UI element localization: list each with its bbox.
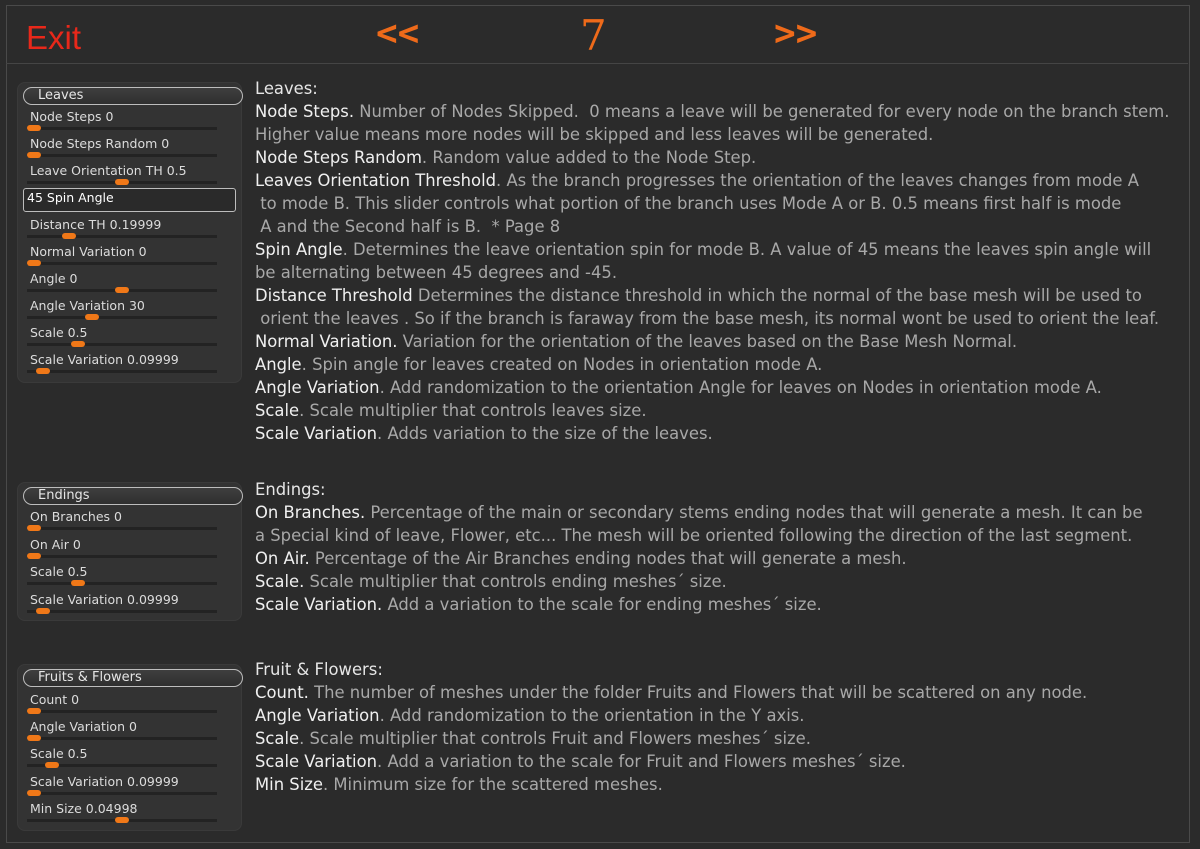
definition: . Add randomization to the orientation Angle for leaves on Nodes in orientation mode A. [379,378,1102,397]
leaves-slider[interactable] [23,296,229,322]
slider-track[interactable] [27,527,217,530]
endings-slider[interactable] [23,535,229,561]
slider-label: Normal Variation 0 [30,244,147,259]
fruits-panel [17,664,242,831]
slider-knob[interactable] [27,152,41,158]
term: Angle Variation [255,706,380,725]
term: Count. [255,683,309,702]
next-page-button[interactable]: >> [774,13,818,54]
leaves-slider[interactable] [23,107,229,133]
slider-label: Node Steps 0 [30,109,114,124]
definition: . Minimum size for the scattered meshes. [322,775,663,794]
term: Normal Variation. [255,332,398,351]
term: Scale Variation. [255,595,383,614]
fruits-slider[interactable] [23,717,229,743]
definition: . As the branch progresses the orientation of the leaves changes from mode A [496,171,1139,190]
description-line [255,704,1087,727]
slider-label: Scale Variation 0.09999 [30,352,179,367]
slider-label: Scale Variation 0.09999 [30,773,179,789]
term: Leaves Orientation Threshold [255,171,497,190]
definition: The number of meshes under the folder Fruits and Flowers that will be scattered on any node. [308,683,1088,702]
slider-label: On Air 0 [30,536,81,552]
slider-label: Angle Variation 0 [30,719,137,735]
slider-track[interactable] [27,343,217,346]
fruits-panel-title[interactable]: Fruits & Flowers [23,669,243,687]
slider-track[interactable] [27,792,217,795]
definition: Percentage of the Air Branches ending nodes that will generate a mesh. [309,549,907,568]
term: Scale Variation [255,752,378,771]
description-line [255,750,1087,773]
slider-label: Angle 0 [30,271,78,286]
term: Scale. [255,572,305,591]
endings-slider[interactable] [23,507,229,533]
slider-knob[interactable] [36,368,50,374]
description-line [255,123,1169,146]
description-line [255,284,1169,307]
slider-knob[interactable] [27,125,41,131]
definition: a Special kind of leave, Flower, etc... The mesh will be oriented following the direction of the last segment. [255,526,1133,545]
endings-description [255,478,1143,616]
description-line [255,524,1143,547]
definition: . Spin angle for leaves created on Nodes in orientation mode A. [301,355,823,374]
leaves-slider[interactable] [23,215,229,241]
description-line [255,773,1087,796]
slider-track[interactable] [27,127,217,130]
definition: be alternating between 45 degrees and -45. [255,263,618,282]
description-line [255,376,1169,399]
term: Distance Threshold [255,286,413,305]
definition: . Adds variation to the size of the leaves. [377,424,713,443]
description-line [255,547,1143,570]
description-line [255,238,1169,261]
leaves-description-heading: Leaves: [255,79,318,98]
definition: Higher value means more nodes will be skipped and less leaves will be generated. [255,125,934,144]
slider-track[interactable] [27,582,217,585]
description-line [255,593,1143,616]
slider-track[interactable] [27,154,217,157]
term: Scale Variation [255,424,378,443]
description-line [255,169,1169,192]
term: Angle Variation [255,378,380,397]
definition: . Random value added to the Node Step. [421,148,757,167]
slider-knob[interactable] [27,553,41,559]
slider-track[interactable] [27,555,217,558]
leaves-panel-title[interactable]: Leaves [23,87,243,105]
fruits-slider[interactable] [23,744,229,770]
leaves-slider[interactable] [23,242,229,268]
definition: . Determines the leave orientation spin for mode B. A value of 45 means the leaves spin angle will [342,240,1152,259]
description-line [255,330,1169,353]
fruits-description [255,658,1087,796]
description-line [255,100,1169,123]
fruits-slider[interactable] [23,799,229,825]
term: Spin Angle [255,240,343,259]
description-line [255,399,1169,422]
description-line [255,353,1169,376]
term: On Branches. [255,503,366,522]
definition: . Add a variation to the scale for Fruit and Flowers meshes´ size. [377,752,906,771]
slider-knob[interactable] [71,580,85,586]
term: Node Steps Random [255,148,422,167]
endings-slider[interactable] [23,562,229,588]
term: Scale [255,401,300,420]
leaves-description [255,77,1169,445]
description-line [255,681,1087,704]
slider-track[interactable] [27,235,217,238]
slider-label: Scale 0.5 [30,564,88,579]
fruits-slider[interactable] [23,772,229,798]
term: Min Size [255,775,323,794]
term: Angle [255,355,302,374]
slider-knob[interactable] [36,608,50,614]
description-line [255,146,1169,169]
definition: orient the leaves . So if the branch is faraway from the base mesh, its normal wont be used to orient the leaf. [255,309,1160,328]
slider-track[interactable] [27,737,217,740]
slider-knob[interactable] [27,260,41,266]
slider-label: Scale 0.5 [30,325,88,340]
slider-knob[interactable] [27,525,41,531]
slider-label: Scale Variation 0.09999 [30,591,179,607]
definition: Variation for the orientation of the leaves based on the Base Mesh Normal. [397,332,1018,351]
slider-label: Scale 0.5 [30,746,88,762]
slider-label: On Branches 0 [30,509,122,524]
slider-label: Min Size 0.04998 [30,800,138,816]
slider-label: Count 0 [30,692,80,707]
fruits-description-heading: Fruit & Flowers: [255,660,383,679]
description-line [255,192,1169,215]
endings-panel-title[interactable]: Endings [23,487,243,505]
slider-knob[interactable] [62,233,76,239]
slider-track[interactable] [27,710,217,713]
slider-knob[interactable] [115,817,129,823]
exit-button[interactable]: Exit [26,19,82,56]
definition: Determines the distance threshold in which the normal of the base mesh will be used to [412,286,1142,305]
definition: . Scale multiplier that controls Fruit and Flowers meshes´ size. [299,729,811,748]
description-line [255,501,1143,524]
slider-label: Leave Orientation TH 0.5 [30,163,187,178]
slider-knob[interactable] [27,735,41,741]
slider-label: Distance TH 0.19999 [30,217,162,232]
slider-knob[interactable] [45,762,59,768]
leaves-panel [17,82,242,383]
term: On Air. [255,549,310,568]
description-line [255,570,1143,593]
description-line [255,261,1169,284]
description-line [255,215,1169,238]
page-number: 7 [580,11,607,60]
slider-label: Node Steps Random 0 [30,136,170,151]
endings-description-heading: Endings: [255,480,326,499]
slider-label: Angle Variation 30 [30,298,145,313]
endings-panel [17,482,242,621]
leaves-slider[interactable] [23,350,229,376]
prev-page-button[interactable]: << [376,13,420,54]
definition: . Add randomization to the orientation in the Y axis. [379,706,805,725]
definition: to mode B. This slider controls what portion of the branch uses Mode A or B. 0.5 means first half is mode [255,194,1122,213]
leaves-slider[interactable] [23,134,229,160]
description-line [255,422,1169,445]
fruits-slider[interactable] [23,690,229,716]
term: Scale [255,729,300,748]
slider-label: 45 Spin Angle [27,190,114,205]
description-line [255,727,1087,750]
leaves-slider[interactable] [23,188,229,214]
description-line [255,307,1169,330]
term: Node Steps. [255,102,355,121]
definition: Percentage of the main or secondary stems ending nodes that will generate a mesh. It can be [365,503,1143,522]
leaves-slider[interactable] [23,161,229,187]
slider-track[interactable] [27,262,217,265]
slider-track[interactable] [27,370,217,373]
slider-knob[interactable] [85,314,99,320]
slider-knob[interactable] [27,708,41,714]
slider-knob[interactable] [115,287,129,293]
slider-track[interactable] [27,610,217,613]
leaves-slider[interactable] [23,323,229,349]
definition: Add a variation to the scale for ending meshes´ size. [382,595,822,614]
slider-track[interactable] [27,316,217,319]
definition: A and the Second half is B. * Page 8 [255,217,561,236]
leaves-slider[interactable] [23,269,229,295]
definition: . Scale multiplier that controls leaves size. [299,401,647,420]
slider-knob[interactable] [71,341,85,347]
definition: Number of Nodes Skipped. 0 means a leave will be generated for every node on the branch stem. [354,102,1170,121]
slider-knob[interactable] [115,179,129,185]
header-bar [6,5,1188,64]
endings-slider[interactable] [23,590,229,616]
definition: Scale multiplier that controls ending meshes´ size. [304,572,727,591]
slider-knob[interactable] [27,790,41,796]
